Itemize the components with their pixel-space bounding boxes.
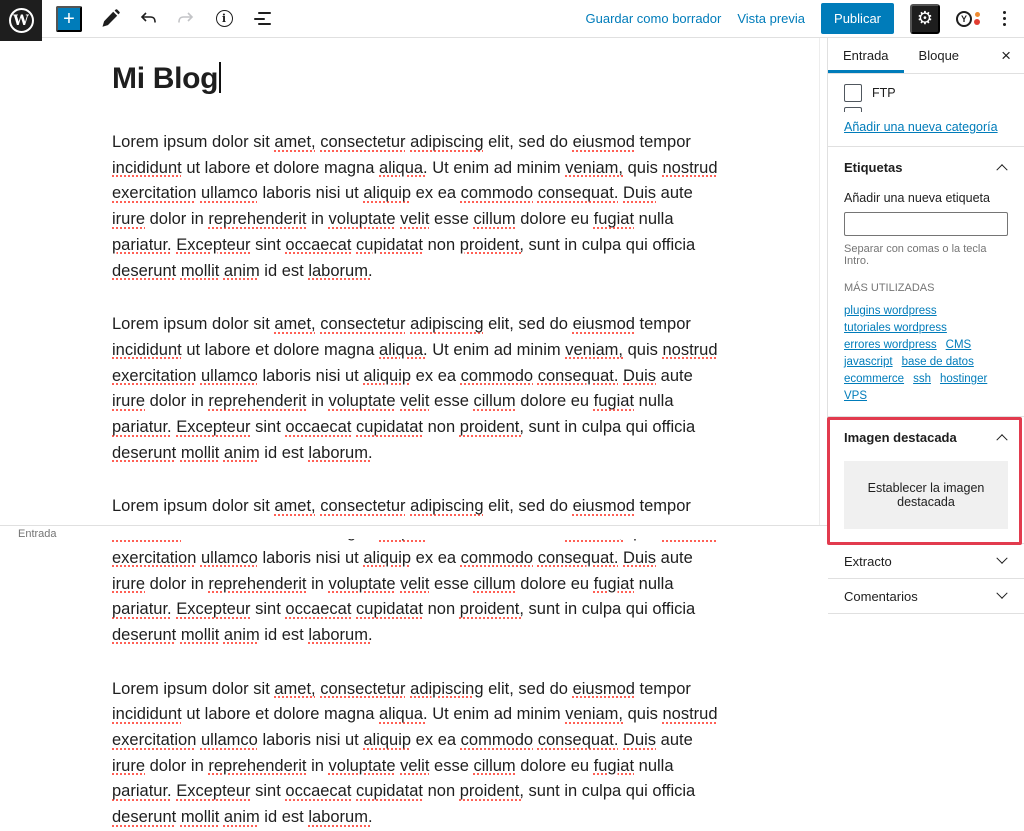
misspelled-word: mollit [181, 626, 220, 644]
misspelled-word: velit [400, 575, 429, 593]
add-tag-input[interactable] [844, 212, 1008, 236]
tags-panel-header[interactable] [844, 155, 1008, 179]
wordpress-menu-button[interactable] [0, 0, 42, 41]
misspelled-word: deserunt [112, 444, 176, 462]
misspelled-word: Duis [623, 367, 656, 385]
misspelled-word: commodo [461, 731, 533, 749]
misspelled-word: velit [400, 757, 429, 775]
add-block-button[interactable] [56, 6, 82, 32]
misspelled-word: anim [224, 444, 260, 462]
toolbar-right-group [586, 3, 1024, 34]
partial-checkbox[interactable] [844, 107, 862, 112]
tag-link[interactable]: CMS [946, 339, 972, 351]
misspelled-word: adipiscing [410, 133, 483, 151]
misspelled-word: amet, [274, 315, 315, 333]
misspelled-word: Duis [623, 184, 656, 202]
misspelled-word: adipiscing [410, 680, 483, 698]
editor-canvas[interactable] [0, 38, 827, 525]
misspelled-word: consequat. [538, 731, 619, 749]
misspelled-word: deserunt [112, 262, 176, 280]
misspelled-word: laborum. [308, 626, 372, 644]
misspelled-word: incididunt [112, 159, 182, 177]
misspelled-word: velit [400, 392, 429, 410]
misspelled-word: pariatur. [112, 782, 172, 800]
featured-image-title: Imagen destacada [844, 430, 957, 445]
misspelled-word: aliquip [363, 184, 411, 202]
misspelled-word: cupidatat [356, 600, 423, 618]
misspelled-word: reprehenderit [208, 392, 306, 410]
paragraph-block[interactable]: Lorem ipsum dolor sit amet, consectetur adipiscing elit, sed do eiusmod tempor incididunt ut labore et dolore magna aliqua. Ut enim ad minim veniam, quis nostrud exercitation ullamco laboris nisi ut aliquip ex ea commodo consequat. Duis aute irure dolor in reprehenderit in voluptate velit esse cillum dolore eu fugiat nulla pariatur. Excepteur sint occaecat cupidatat non proident, sunt in culpa qui officia deserunt mollit anim id est laborum. [112, 312, 718, 466]
editor-paragraphs [112, 130, 718, 831]
misspelled-word: cupidatat [356, 782, 423, 800]
misspelled-word: mollit [181, 808, 220, 826]
chevron-up-icon [996, 434, 1007, 445]
misspelled-word: nostrud [662, 159, 717, 177]
misspelled-word: veniam, [565, 705, 623, 723]
comments-panel [828, 579, 1024, 614]
misspelled-word: anim [224, 626, 260, 644]
misspelled-word: nostrud [662, 341, 717, 359]
yoast-traffic-dots [974, 12, 980, 25]
redo-icon [176, 9, 196, 29]
misspelled-word: Excepteur [176, 782, 250, 800]
top-toolbar [0, 0, 1024, 38]
misspelled-word: pariatur. [112, 600, 172, 618]
info-icon: i [216, 10, 233, 27]
misspelled-word: aliquip [363, 549, 411, 567]
misspelled-word: veniam, [565, 159, 623, 177]
ftp-checkbox[interactable] [844, 84, 862, 102]
misspelled-word: laborum. [308, 808, 372, 826]
breadcrumb[interactable]: Entrada [18, 528, 57, 540]
misspelled-word: ullamco [201, 731, 258, 749]
misspelled-word: occaecat [285, 236, 351, 254]
misspelled-word: occaecat [285, 600, 351, 618]
add-tag-label: Añadir una nueva etiqueta [844, 191, 1008, 205]
misspelled-word: aliquip [363, 367, 411, 385]
misspelled-word: consectetur [320, 315, 405, 333]
excerpt-panel-header[interactable] [844, 549, 1008, 573]
featured-image-panel [828, 417, 1024, 544]
misspelled-word: pariatur. [112, 418, 172, 436]
misspelled-word: pariatur. [112, 236, 172, 254]
misspelled-word: consequat. [538, 549, 619, 567]
misspelled-word: occaecat [285, 418, 351, 436]
featured-image-panel-header[interactable] [844, 425, 1008, 449]
misspelled-word: proident, [460, 236, 524, 254]
misspelled-word: aliqua. [379, 341, 428, 359]
list-view-button[interactable] [250, 7, 274, 31]
wordpress-logo-icon: W [9, 8, 34, 33]
misspelled-word: eiusmod [573, 680, 635, 698]
paragraph-block[interactable]: Lorem ipsum dolor sit amet, consectetur adipiscing elit, sed do eiusmod tempor exercitation ullamco laboris nisi ut aliquip ex ea commodo consequat. Duis aute irure dolor in reprehenderit in voluptate velit esse cillum dolore eu fugiat nulla pariatur. Excepteur sint occaecat cupidatat non proident, sunt in culpa qui officia deserunt mollit anim id est laborum. [112, 494, 718, 648]
chevron-down-icon [996, 553, 1007, 564]
gear-icon: ⚙ [917, 8, 933, 29]
misspelled-word: proident, [460, 418, 524, 436]
misspelled-word: eiusmod [573, 315, 635, 333]
misspelled-word: consequat. [538, 367, 619, 385]
pencil-icon [100, 9, 120, 29]
misspelled-word: laborum. [308, 262, 372, 280]
misspelled-word: amet, [274, 133, 315, 151]
misspelled-word: irure [112, 392, 145, 410]
chevron-up-icon [996, 164, 1007, 175]
add-category-link[interactable]: Añadir una nueva categoría [844, 120, 998, 134]
misspelled-word: voluptate [329, 392, 396, 410]
misspelled-word: incididunt [112, 341, 182, 359]
misspelled-word: consectetur [320, 680, 405, 698]
editor-footer-bar [0, 525, 827, 539]
most-used-tag-list [844, 305, 1008, 402]
misspelled-word: amet, [274, 497, 315, 515]
misspelled-word: cillum [473, 757, 515, 775]
misspelled-word: occaecat [285, 782, 351, 800]
publish-button[interactable]: Publicar [821, 3, 894, 34]
tag-link[interactable]: base de datos [902, 356, 974, 368]
misspelled-word: consectetur [320, 133, 405, 151]
misspelled-word: Excepteur [176, 600, 250, 618]
sidebar-tabs [828, 38, 1024, 74]
misspelled-word: incididunt [112, 705, 182, 723]
misspelled-word: irure [112, 575, 145, 593]
misspelled-word: voluptate [329, 210, 396, 228]
misspelled-word: cupidatat [356, 236, 423, 254]
save-draft-link[interactable]: Guardar como borrador [586, 11, 722, 26]
yoast-seo-button[interactable] [956, 11, 980, 27]
category-row-ftp [844, 84, 1008, 102]
misspelled-word: reprehenderit [208, 210, 306, 228]
tag-link[interactable]: hostinger [940, 373, 987, 385]
chevron-down-icon [996, 588, 1007, 599]
tag-link[interactable]: ssh [913, 373, 931, 385]
misspelled-word: fugiat [594, 210, 634, 228]
misspelled-word: Excepteur [176, 418, 250, 436]
misspelled-word: mollit [181, 262, 220, 280]
undo-button[interactable] [136, 7, 160, 31]
misspelled-word: cupidatat [356, 418, 423, 436]
misspelled-word: consequat. [538, 184, 619, 202]
text-cursor [219, 62, 221, 93]
misspelled-word: cillum [473, 210, 515, 228]
settings-sidebar [827, 38, 1024, 539]
misspelled-word: reprehenderit [208, 757, 306, 775]
misspelled-word: exercitation [112, 549, 196, 567]
editor-scrollbar[interactable] [819, 38, 820, 525]
close-sidebar-button[interactable] [988, 38, 1024, 73]
plus-icon: + [63, 9, 75, 29]
misspelled-word: adipiscing [410, 315, 483, 333]
misspelled-word: deserunt [112, 626, 176, 644]
ftp-checkbox-label: FTP [872, 86, 896, 100]
misspelled-word: irure [112, 210, 145, 228]
misspelled-word: ullamco [201, 367, 258, 385]
close-icon: × [1001, 46, 1011, 66]
most-used-heading: MÁS UTILIZADAS [844, 282, 1008, 294]
post-title-text: Mi Blog [112, 62, 218, 95]
misspelled-word: voluptate [329, 757, 396, 775]
misspelled-word: amet, [274, 680, 315, 698]
tag-help-text: Separar con comas o la tecla Intro. [844, 243, 1008, 267]
paragraph-block[interactable]: Lorem ipsum dolor sit amet, consectetur adipiscing elit, sed do eiusmod tempor incididunt ut labore et dolore magna aliqua. Ut enim ad minim veniam, quis nostrud exercitation ullamco laboris nisi ut aliquip ex ea commodo consequat. Duis aute irure dolor in reprehenderit in voluptate velit esse cillum dolore eu fugiat nulla pariatur. Excepteur sint occaecat cupidatat non proident, sunt in culpa qui officia deserunt mollit anim id est laborum. [112, 130, 718, 284]
misspelled-word: mollit [181, 444, 220, 462]
comments-panel-header[interactable] [844, 584, 1008, 608]
tag-link[interactable]: tutoriales wordpress [844, 322, 947, 334]
tab-entrada[interactable]: Entrada [828, 38, 904, 73]
misspelled-word: nostrud [662, 705, 717, 723]
toolbar-left-group [56, 6, 274, 32]
misspelled-word: fugiat [594, 392, 634, 410]
more-options-button[interactable] [996, 11, 1012, 26]
post-title-field[interactable] [112, 62, 827, 96]
misspelled-word: commodo [461, 549, 533, 567]
misspelled-word: exercitation [112, 184, 196, 202]
misspelled-word: voluptate [329, 575, 396, 593]
misspelled-word: commodo [461, 367, 533, 385]
misspelled-word: aliqua. [379, 705, 428, 723]
misspelled-word: laborum. [308, 444, 372, 462]
misspelled-word: adipiscing [410, 497, 483, 515]
misspelled-word: proident, [460, 600, 524, 618]
misspelled-word: Excepteur [176, 236, 250, 254]
kebab-icon [1003, 11, 1006, 14]
tag-link[interactable]: VPS [844, 390, 867, 402]
misspelled-word: aliqua. [379, 159, 428, 177]
excerpt-title: Extracto [844, 554, 892, 569]
misspelled-word: cillum [473, 575, 515, 593]
misspelled-word: ullamco [201, 184, 258, 202]
misspelled-word: eiusmod [573, 497, 635, 515]
tag-link[interactable]: errores wordpress [844, 339, 937, 351]
misspelled-word: ullamco [201, 549, 258, 567]
misspelled-word: deserunt [112, 808, 176, 826]
tag-link[interactable]: plugins wordpress [844, 305, 937, 317]
tag-link[interactable]: ecommerce [844, 373, 904, 385]
tab-bloque[interactable]: Bloque [904, 38, 974, 73]
misspelled-word: reprehenderit [208, 575, 306, 593]
tag-link[interactable]: javascript [844, 356, 893, 368]
misspelled-word: irure [112, 757, 145, 775]
misspelled-word: anim [224, 262, 260, 280]
paragraph-block[interactable]: Lorem ipsum dolor sit amet, consectetur adipiscing elit, sed do eiusmod tempor incididunt ut labore et dolore magna aliqua. Ut enim ad minim veniam, quis nostrud exercitation ullamco laboris nisi ut aliquip ex ea commodo consequat. Duis aute irure dolor in reprehenderit in voluptate velit esse cillum dolore eu fugiat nulla pariatur. Excepteur sint occaecat cupidatat non proident, sunt in culpa qui officia deserunt mollit anim id est laborum. [112, 677, 718, 831]
misspelled-word: velit [400, 210, 429, 228]
misspelled-word: Duis [623, 731, 656, 749]
excerpt-panel [828, 544, 1024, 579]
misspelled-word: aliquip [363, 731, 411, 749]
misspelled-word: anim [224, 808, 260, 826]
preview-link[interactable]: Vista previa [737, 11, 805, 26]
misspelled-word: eiusmod [573, 133, 635, 151]
misspelled-word: consectetur [320, 497, 405, 515]
misspelled-word: veniam, [565, 341, 623, 359]
misspelled-word: commodo [461, 184, 533, 202]
tags-panel-title: Etiquetas [844, 160, 903, 175]
details-button[interactable] [212, 7, 236, 31]
tools-pencil-button[interactable] [98, 7, 122, 31]
set-featured-image-button[interactable]: Establecer la imagen destacada [844, 461, 1008, 529]
yoast-icon: Y [956, 11, 972, 27]
misspelled-word: Duis [623, 549, 656, 567]
settings-button[interactable] [910, 4, 940, 34]
redo-button[interactable] [174, 7, 198, 31]
misspelled-word: fugiat [594, 575, 634, 593]
categories-section [828, 74, 1024, 147]
undo-icon [138, 9, 158, 29]
tags-panel [828, 147, 1024, 417]
misspelled-word: cillum [473, 392, 515, 410]
misspelled-word: fugiat [594, 757, 634, 775]
list-view-icon [254, 12, 271, 25]
misspelled-word: exercitation [112, 731, 196, 749]
comments-title: Comentarios [844, 589, 918, 604]
misspelled-word: proident, [460, 782, 524, 800]
misspelled-word: exercitation [112, 367, 196, 385]
